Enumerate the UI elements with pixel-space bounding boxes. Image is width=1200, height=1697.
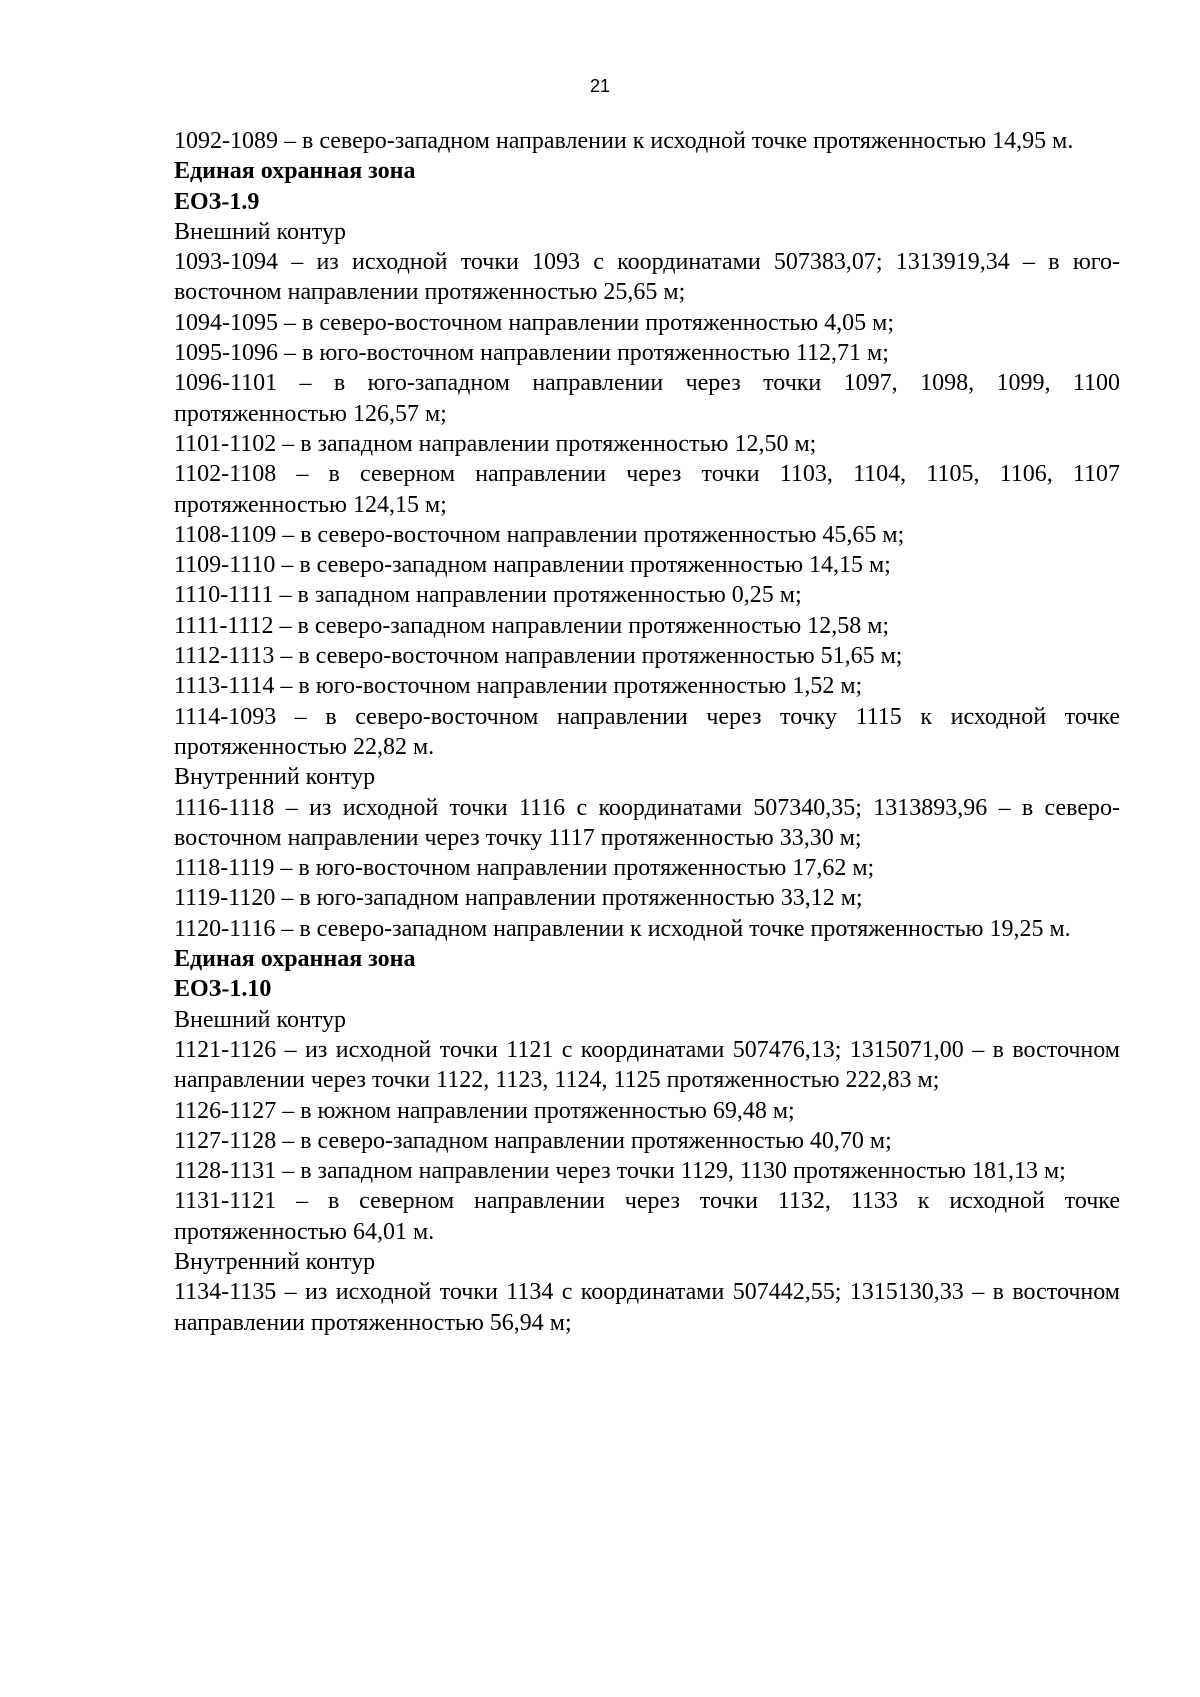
zone-title: Единая охранная зона (174, 158, 416, 185)
contour-line: 1095-1096 – в юго-восточном направлении протяженностью 112,71 м; (174, 340, 889, 367)
contour-line: 1128-1131 – в западном направлении через точки 1129, 1130 протяженностью 181,13 м; (174, 1158, 1066, 1185)
contour-line: 1108-1109 – в северо-восточном направлении протяженностью 45,65 м; (174, 521, 905, 548)
zone-title: Единая охранная зона (174, 946, 416, 973)
contour-line: 1120-1116 – в северо-западном направлении к исходной точке протяженностью 19,25 м. (174, 915, 1071, 942)
inner-contour-label: Внутренний контур (174, 1248, 376, 1275)
zone-section (174, 156, 1120, 944)
outer-contour-label: Внешний контур (174, 1006, 346, 1033)
contour-line: 1112-1113 – в северо-восточном направлении протяженностью 51,65 м; (174, 643, 903, 670)
contour-line: 1121-1126 – из исходной точки 1121 с координатами 507476,13; 1315071,00 – в восточном направлении через точки 1122, 1123, 1124, 1125 протяженностью 222,83 м; (174, 1036, 1120, 1094)
contour-line: 1131-1121 – в северном направлении через точки 1132, 1133 к исходной точке протяженностью 64,01 м. (174, 1188, 1120, 1245)
inner-contour-label: Внутренний контур (174, 764, 376, 791)
outer-contour-label: Внешний контур (174, 218, 346, 245)
contour-line: 1113-1114 – в юго-восточном направлении протяженностью 1,52 м; (174, 673, 863, 700)
contour-line: 1134-1135 – из исходной точки 1134 с координатами 507442,55; 1315130,33 – в восточном направлении протяженностью 56,94 м; (174, 1279, 1120, 1336)
contour-line: 1127-1128 – в северо-западном направлении протяженностью 40,70 м; (174, 1127, 892, 1154)
contour-line: 1114-1093 – в северо-восточном направлении через точку 1115 к исходной точке протяженностью 22,82 м. (174, 703, 1120, 760)
zone-code: ЕОЗ-1.9 (174, 188, 260, 215)
contour-line: 1101-1102 – в западном направлении протяженностью 12,50 м; (174, 430, 817, 457)
page-number: 21 (589, 76, 611, 96)
contour-line: 1093-1094 – из исходной точки 1093 с координатами 507383,07; 1313919,34 – в юго-восточном направлении протяженностью 25,65 м; (174, 249, 1120, 306)
contour-line: 1102-1108 – в северном направлении через точки 1103, 1104, 1105, 1106, 1107 протяженностью 124,15 м; (174, 461, 1120, 518)
contour-line: 1119-1120 – в юго-западном направлении протяженностью 33,12 м; (174, 885, 863, 912)
intro-paragraph: 1092-1089 – в северо-западном направлении к исходной точке протяженностью 14,95 м. (174, 128, 1074, 154)
contour-line: 1094-1095 – в северо-восточном направлении протяженностью 4,05 м; (174, 309, 895, 336)
contour-line: 1126-1127 – в южном направлении протяженностью 69,48 м; (174, 1097, 795, 1124)
contour-line: 1111-1112 – в северо-западном направлении протяженностью 12,58 м; (174, 612, 890, 639)
contour-line: 1116-1118 – из исходной точки 1116 с координатами 507340,35; 1313893,96 – в северо-восточном направлении через точку 1117 протяженностью 33,30 м; (174, 794, 1120, 851)
document-body (174, 126, 1120, 1338)
contour-line: 1110-1111 – в западном направлении протяженностью 0,25 м; (174, 582, 802, 609)
zone-section (174, 944, 1120, 1338)
contour-line: 1118-1119 – в юго-восточном направлении протяженностью 17,62 м; (174, 855, 875, 882)
zone-code: ЕОЗ-1.10 (174, 976, 272, 1003)
contour-line: 1109-1110 – в северо-западном направлении протяженностью 14,15 м; (174, 552, 891, 579)
contour-line: 1096-1101 – в юго-западном направлении через точки 1097, 1098, 1099, 1100 протяженностью 126,57 м; (174, 370, 1120, 427)
